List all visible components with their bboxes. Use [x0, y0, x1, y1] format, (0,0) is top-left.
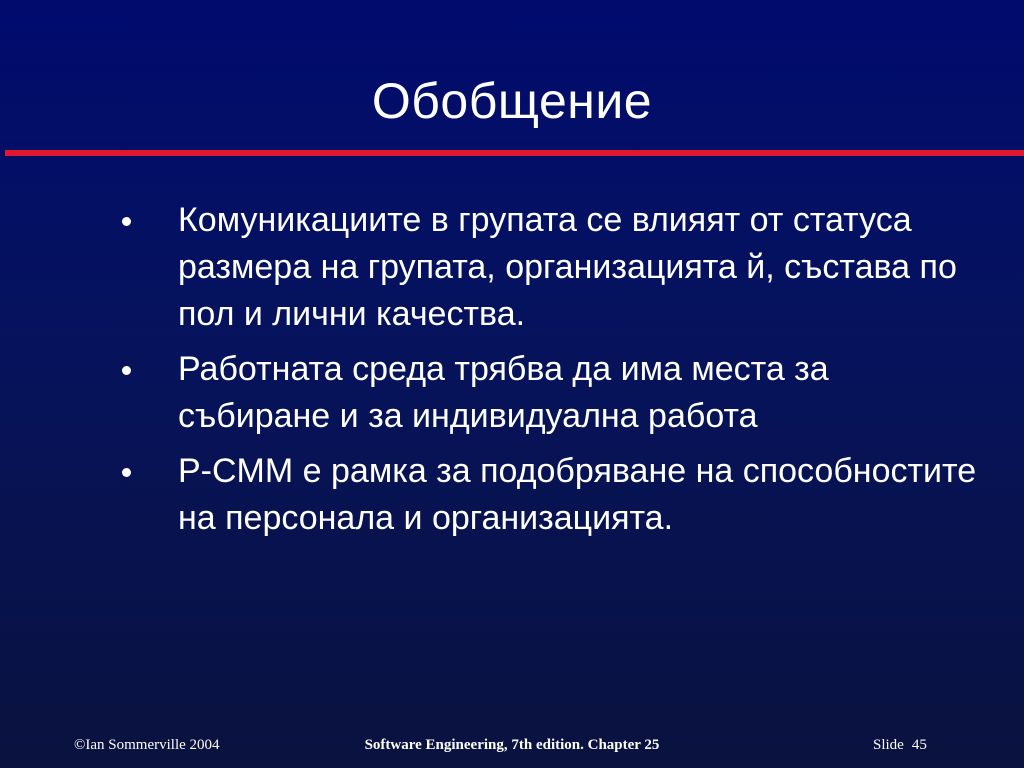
title-divider — [5, 150, 1024, 156]
bullet-text: Работната среда трябва да има места за събиране и за индивидуална работа — [178, 350, 829, 435]
bullet-item — [118, 197, 978, 338]
footer-book-title: Software Engineering, 7th edition. Chapter 25 — [364, 737, 660, 753]
bullet-dot-icon — [122, 468, 131, 477]
footer-copyright: ©Ian Sommerville 2004 — [74, 737, 220, 753]
slide-label: Slide — [873, 737, 904, 753]
bullet-text: Комуникациите в групата се влияят от статуса размера на групата, организацията й, състава по пол и лични качества. — [178, 201, 957, 333]
bullet-item — [118, 346, 978, 440]
bullet-list — [118, 197, 978, 550]
bullet-item — [118, 448, 978, 542]
footer-slide-counter — [873, 737, 927, 754]
bullet-dot-icon — [122, 217, 131, 226]
slide-title: Обобщение — [371, 73, 653, 129]
bullet-dot-icon — [122, 366, 131, 375]
bullet-text: P-CMM е рамка за подобряване на способностите на персонала и организацията. — [178, 452, 977, 537]
slide-number: 45 — [911, 737, 927, 753]
